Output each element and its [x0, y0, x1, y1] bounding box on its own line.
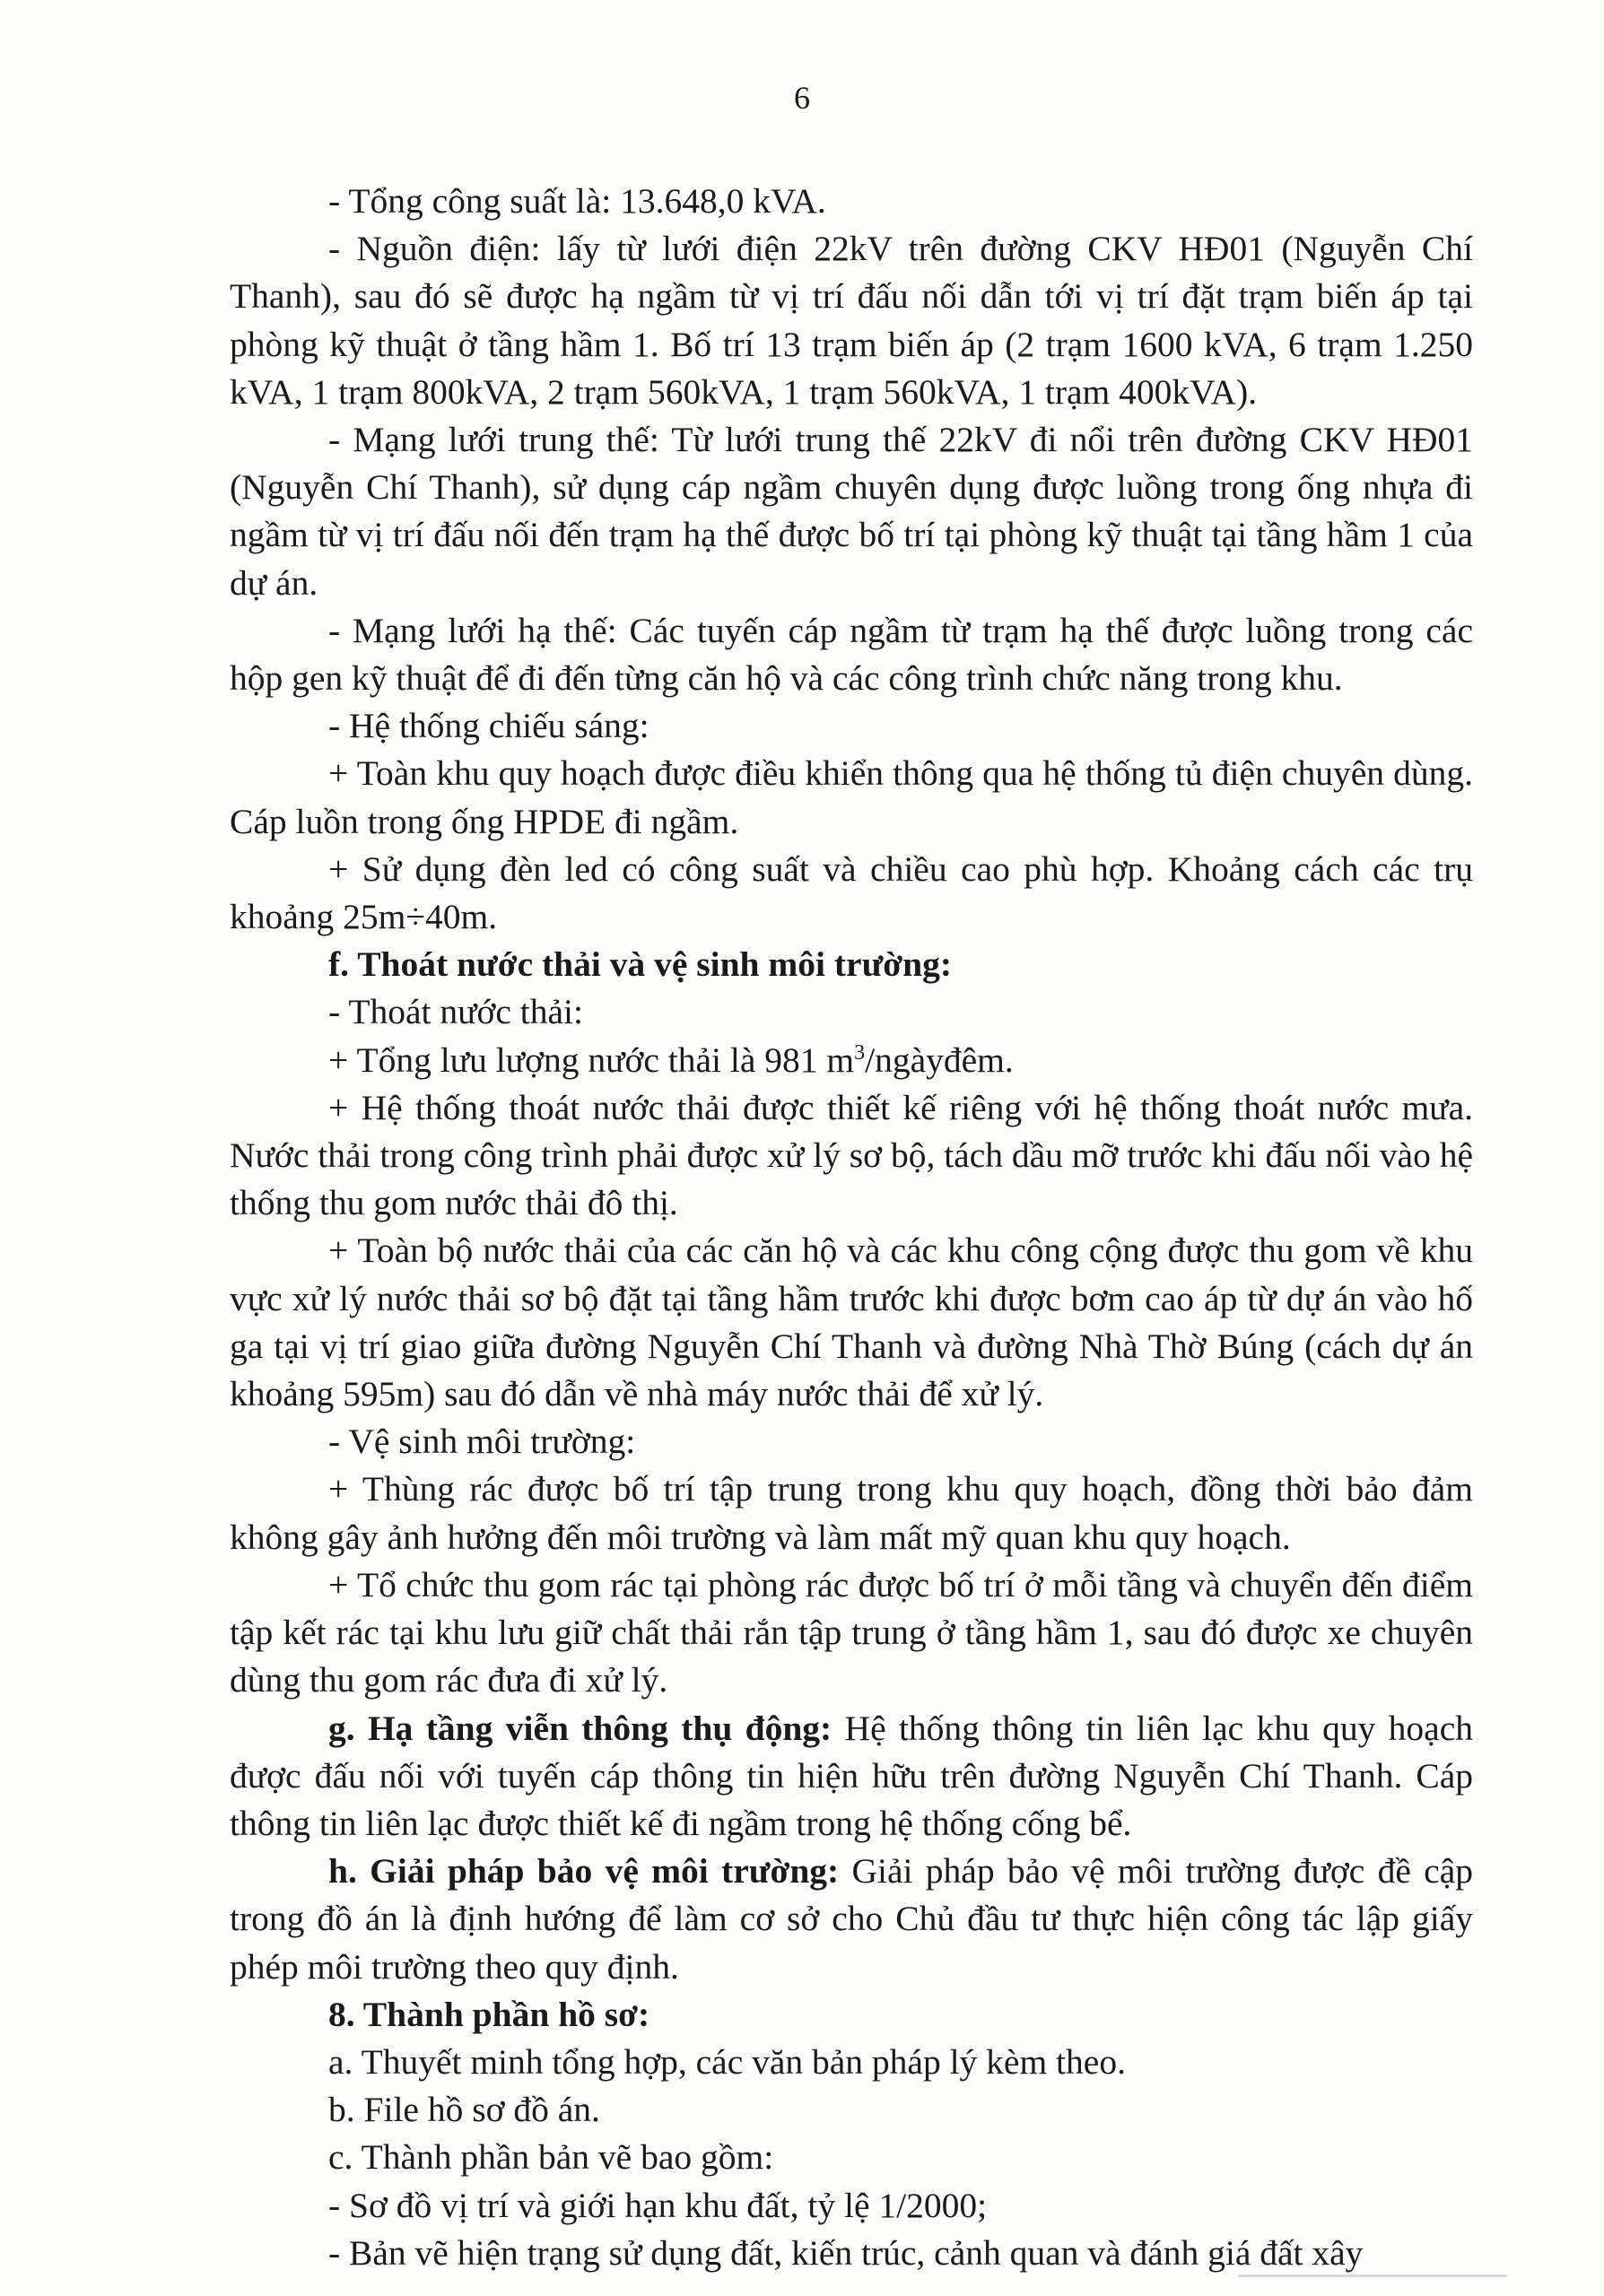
paragraph — [230, 225, 1473, 416]
scan-artifact-line — [1238, 2274, 1507, 2277]
paragraph-text: b. File hồ sơ đồ án. — [328, 2090, 600, 2130]
paragraph — [230, 1848, 1473, 1991]
paragraph — [230, 750, 1473, 845]
paragraph-text: - Hệ thống chiếu sáng: — [328, 706, 649, 746]
paragraph — [230, 1561, 1473, 1705]
paragraph-text: + Thùng rác được bố trí tập trung trong khu quy hoạch, đồng thời bảo đảm không gây ảnh hưởng đến môi trường và làm mất mỹ quan khu quy hoạch. — [230, 1469, 1473, 1557]
superscript: 3 — [854, 1040, 866, 1065]
paragraph-text: - Thoát nước thải: — [328, 992, 583, 1032]
paragraph-heading: g. Hạ tầng viễn thông thụ động: — [328, 1708, 833, 1748]
paragraph — [230, 702, 1473, 750]
paragraph — [230, 1084, 1473, 1228]
paragraph-text: + Sử dụng đèn led có công suất và chiều cao phù hợp. Khoảng cách các trụ khoảng 25m÷40m. — [230, 848, 1473, 937]
paragraph-text: a. Thuyết minh tổng hợp, các văn bản pháp lý kèm theo. — [328, 2041, 1126, 2082]
paragraph-text: + Tổ chức thu gom rác tại phòng rác được bố trí ở mỗi tầng và chuyển đến điểm tập kết rác tại khu lưu giữ chất thải rắn tập trung ở tầng hầm 1, sau đó được xe chuyên dùng thu gom rác đưa đi xử lý. — [230, 1564, 1473, 1700]
paragraph-text: - Nguồn điện: lấy từ lưới điện 22kV trên đường CKV HĐ01 (Nguyễn Chí Thanh), sau đó sẽ được hạ ngầm từ vị trí đấu nối dẫn tới vị trí đặt trạm biến áp tại phòng kỹ thuật ở tầng hầm 1. Bố trí 13 trạm biến áp (2 trạm 1600 kVA, 6 trạm 1.250 kVA, 1 trạm 800kVA, 2 trạm 560kVA, 1 trạm 560kVA, 1 trạm 400kVA). — [230, 229, 1473, 412]
paragraph — [230, 1991, 1473, 2039]
paragraph-text: + Tổng lưu lượng nước thải là 981 m — [328, 1039, 855, 1080]
paragraph — [230, 2039, 1473, 2086]
paragraph-text: + Toàn khu quy hoạch được điều khiển thông qua hệ thống tủ điện chuyên dùng. Cáp luồn trong ống HPDE đi ngầm. — [230, 753, 1473, 841]
paragraph-text: - Mạng lưới hạ thế: Các tuyến cáp ngầm từ trạm hạ thế được luồng trong các hộp gen kỹ thuật để đi đến từng căn hộ và các công trình chức năng trong khu. — [230, 610, 1473, 699]
paragraph-text: + Toàn bộ nước thải của các căn hộ và các khu công cộng được thu gom về khu vực xử lý nước thải sơ bộ đặt tại tầng hầm trước khi được bơm cao áp từ dự án vào hố ga tại vị trí giao giữa đường Nguyễn Chí Thanh và đường Nhà Thờ Búng (cách dự án khoảng 595m) sau đó dẫn về nhà máy nước thải để xử lý. — [230, 1231, 1473, 1414]
paragraph — [230, 846, 1473, 941]
page-number: 6 — [794, 80, 810, 116]
paragraph — [230, 416, 1473, 607]
paragraph-text: - Vệ sinh môi trường: — [328, 1422, 636, 1462]
paragraph — [230, 2086, 1473, 2134]
paragraph-text: - Bản vẽ hiện trạng sử dụng đất, kiến trúc, cảnh quan và đánh giá đất xây — [328, 2232, 1364, 2273]
paragraph — [230, 1037, 1473, 1084]
paragraph — [230, 1227, 1473, 1418]
paragraph — [230, 2182, 1473, 2230]
paragraph — [230, 1705, 1473, 1848]
paragraph-text: c. Thành phần bản vẽ bao gồm: — [328, 2137, 774, 2178]
paragraph-text: - Mạng lưới trung thế: Từ lưới trung thế 22kV đi nổi trên đường CKV HĐ01 (Nguyễn Chí Thanh), sử dụng cáp ngầm chuyên dụng được luồng trong ống nhựa đi ngầm từ vị trí đấu nối đến trạm hạ thế được bố trí tại phòng kỹ thuật tại tầng hầm 1 của dự án. — [230, 420, 1473, 603]
paragraph — [230, 941, 1473, 988]
paragraph-text: + Hệ thống thoát nước thải được thiết kế riêng với hệ thống thoát nước mưa. Nước thải trong công trình phải được xử lý sơ bộ, tách dầu mỡ trước khi đấu nối vào hệ thống thu gom nước thải đô thị. — [230, 1087, 1473, 1223]
paragraph — [230, 988, 1473, 1036]
paragraph — [230, 178, 1473, 225]
paragraph-text: Hệ thống thông tin liên lạc khu quy hoạch được đấu nối với tuyến cáp thông tin hiện hữu trên đường Nguyễn Chí Thanh. Cáp thông tin liên lạc được thiết kế đi ngầm trong hệ thống cống bể. — [230, 1708, 1473, 1843]
paragraph-heading: f. Thoát nước thải và vệ sinh môi trường: — [328, 944, 953, 985]
paragraph-text: /ngàyđêm. — [865, 1039, 1014, 1080]
paragraph — [230, 1465, 1473, 1561]
paragraph — [230, 1418, 1473, 1465]
paragraph-heading: h. Giải pháp bảo vệ môi trường: — [328, 1851, 840, 1892]
paragraph — [230, 607, 1473, 702]
paragraph — [230, 2230, 1473, 2277]
document-body — [230, 178, 1473, 2277]
paragraph-text: - Tổng công suất là: 13.648,0 kVA. — [328, 181, 826, 221]
paragraph — [230, 2134, 1473, 2181]
paragraph-text: Giải pháp bảo vệ môi trường được đề cập trong đồ án là định hướng để làm cơ sở cho Chủ đầu tư thực hiện công tác lập giấy phép môi trường theo quy định. — [230, 1851, 1473, 1987]
paragraph-text: - Sơ đồ vị trí và giới hạn khu đất, tỷ lệ 1/2000; — [328, 2185, 988, 2225]
paragraph-heading: 8. Thành phần hồ sơ: — [328, 1994, 650, 2034]
